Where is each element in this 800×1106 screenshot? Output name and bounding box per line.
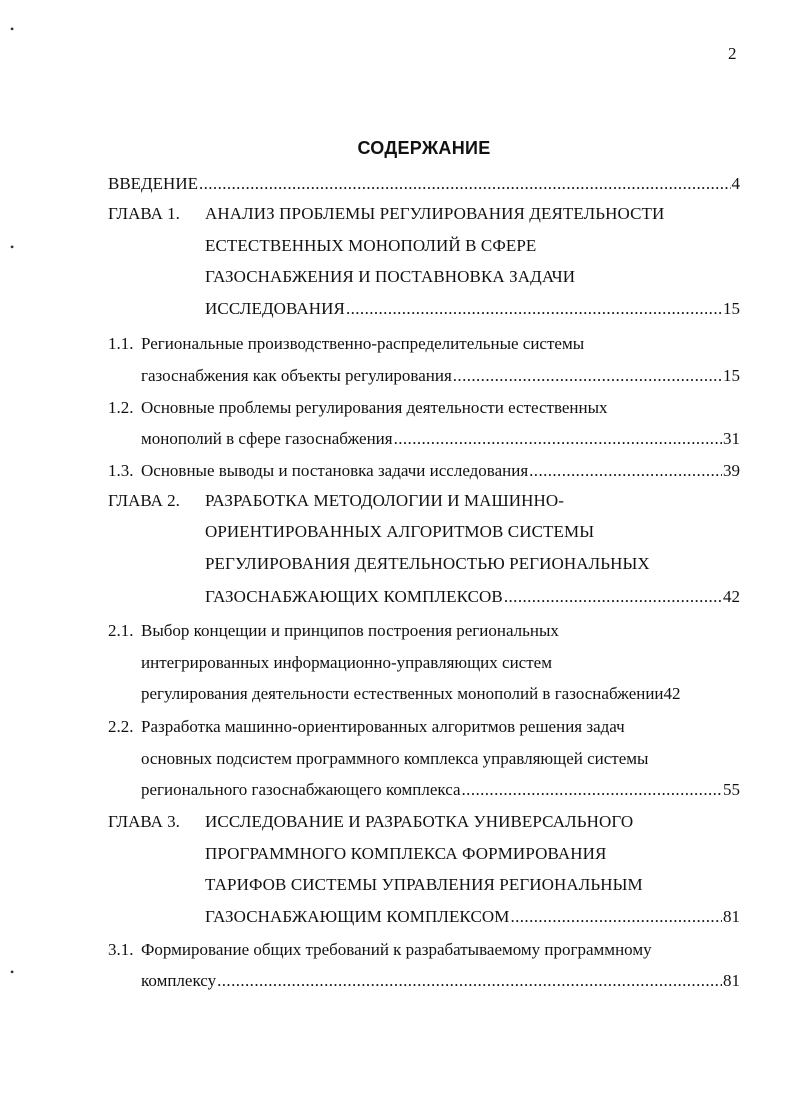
toc-entry-page: 15 xyxy=(723,299,740,318)
chapter-title-line-last[interactable]: ГАЗОСНАБЖАЮЩИМ КОМПЛЕКСОМ ..... 81 xyxy=(205,906,740,928)
chapter-label: ГЛАВА 2. xyxy=(108,491,180,510)
section-number: 2.1. xyxy=(108,621,134,640)
toc-entry-page: 31 xyxy=(723,429,740,448)
dot-leader xyxy=(504,586,722,608)
toc-title: СОДЕРЖАНИЕ xyxy=(357,138,491,158)
toc-entry-page: 81 xyxy=(723,907,740,926)
chapter-title-line[interactable]: ЕСТЕСТВЕННЫХ МОНОПОЛИЙ В СФЕРЕ xyxy=(205,236,537,255)
section-number: 1.2. xyxy=(108,398,134,417)
scan-mark: • xyxy=(10,965,15,979)
toc-entry-text: ВВЕДЕНИЕ xyxy=(108,174,198,193)
section-line[interactable]: Выбор концещии и принципов построения региональных xyxy=(141,621,559,640)
toc-entry-page: 42 xyxy=(663,684,681,703)
toc-entry-page: 81 xyxy=(723,971,740,990)
chapter-title-line[interactable]: РАЗРАБОТКА МЕТОДОЛОГИИ И МАШИННО- xyxy=(205,491,565,510)
section-line[interactable]: Формирование общих требований к разрабатываемому программному xyxy=(141,940,652,959)
section-number: 1.1. xyxy=(108,334,134,353)
dot-leader xyxy=(462,779,722,801)
chapter-title-line[interactable]: РЕГУЛИРОВАНИЯ ДЕЯТЕЛЬНОСТЬЮ РЕГИОНАЛЬНЫХ xyxy=(205,554,650,573)
chapter-title-line[interactable]: ТАРИФОВ СИСТЕМЫ УПРАВЛЕНИЯ РЕГИОНАЛЬНЫМ xyxy=(205,875,643,894)
dot-leader xyxy=(529,460,722,482)
section-line-last[interactable]: Основные выводы и постановка задачи исследования ..... 39 xyxy=(141,460,740,482)
chapter-title-line[interactable]: АНАЛИЗ ПРОБЛЕМЫ РЕГУЛИРОВАНИЯ ДЕЯТЕЛЬНОСТИ xyxy=(205,204,665,223)
scan-mark: • xyxy=(10,240,15,254)
dot-leader xyxy=(199,173,731,195)
chapter-title-line[interactable]: ПРОГРАММНОГО КОМПЛЕКСА ФОРМИРОВАНИЯ xyxy=(205,844,607,863)
section-line[interactable]: Основные проблемы регулирования деятельности естественных xyxy=(141,398,608,417)
dot-leader xyxy=(453,365,722,387)
toc-entry-intro[interactable] xyxy=(108,173,740,195)
section-line[interactable]: основных подсистем программного комплекса управляющей системы xyxy=(141,749,649,768)
toc-entry-page: 42 xyxy=(723,587,740,606)
chapter-title-line-last[interactable]: ГАЗОСНАБЖАЮЩИХ КОМПЛЕКСОВ ..... 42 xyxy=(205,586,740,608)
section-line-last[interactable]: регионального газоснабжающего комплекса ..... 55 xyxy=(141,779,740,801)
section-line-last[interactable]: монополий в сфере газоснабжения ..... 31 xyxy=(141,428,740,450)
chapter-title-line-last[interactable]: ИССЛЕДОВАНИЯ ..... 15 xyxy=(205,298,740,320)
toc-entry-page: 55 xyxy=(723,780,740,799)
section-line[interactable]: Региональные производственно-распределительные системы xyxy=(141,334,585,353)
dot-leader xyxy=(394,428,722,450)
page-number: 2 xyxy=(728,44,737,63)
toc-entry-page: 39 xyxy=(723,461,740,480)
chapter-label: ГЛАВА 3. xyxy=(108,812,180,831)
section-line-last[interactable]: комплексу ..... 81 xyxy=(141,970,740,992)
scan-mark: • xyxy=(10,22,15,36)
chapter-title-line[interactable]: ИССЛЕДОВАНИЕ И РАЗРАБОТКА УНИВЕРСАЛЬНОГО xyxy=(205,812,634,831)
section-line-last[interactable]: газоснабжения как объекты регулирования ..... 15 xyxy=(141,365,740,387)
dot-leader xyxy=(346,298,722,320)
chapter-label: ГЛАВА 1. xyxy=(108,204,180,223)
section-line[interactable]: Разработка машинно-ориентированных алгоритмов решения задач xyxy=(141,717,625,736)
section-number: 3.1. xyxy=(108,940,134,959)
toc-entry-page: 4 xyxy=(731,174,740,193)
section-number: 2.2. xyxy=(108,717,134,736)
chapter-title-line[interactable]: ГАЗОСНАБЖЕНИЯ И ПОСТАВНОВКА ЗАДАЧИ xyxy=(205,267,576,286)
section-line[interactable]: интегрированных информационно-управляющих систем xyxy=(141,653,552,672)
dot-leader xyxy=(510,906,722,928)
section-line-last[interactable]: регулирования деятельности естественных монополий в газоснабжении 42 xyxy=(141,684,681,703)
toc-entry-page: 15 xyxy=(723,366,740,385)
section-number: 1.3. xyxy=(108,461,134,480)
chapter-title-line[interactable]: ОРИЕНТИРОВАННЫХ АЛГОРИТМОВ СИСТЕМЫ xyxy=(205,522,595,541)
dot-leader xyxy=(217,970,722,992)
